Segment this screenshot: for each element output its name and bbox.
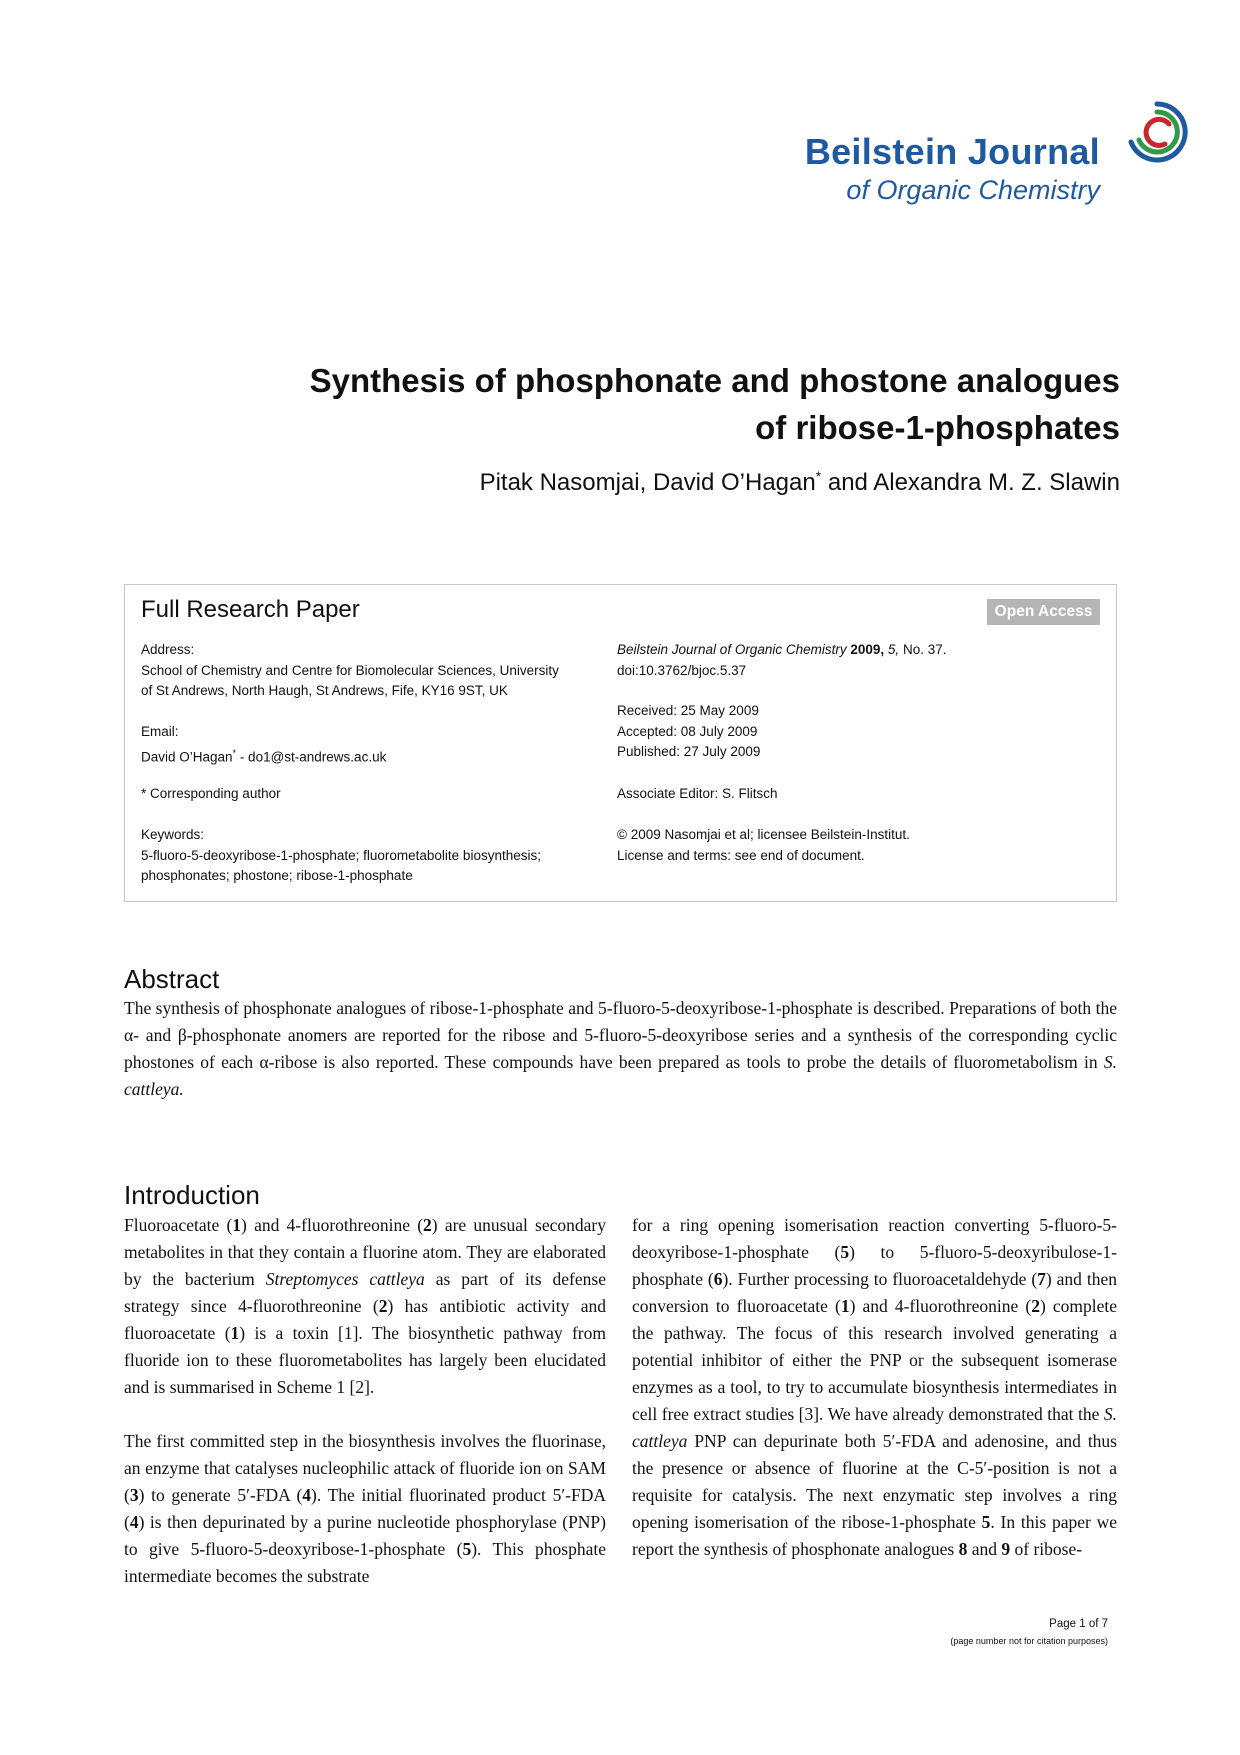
- open-access-badge: Open Access: [987, 599, 1100, 625]
- corresponding-note: * Corresponding author: [141, 786, 281, 801]
- intro-paragraph-1: Fluoroacetate (1) and 4-fluorothreonine (2) are unusual secondary metabolites in that they contain a fluorine atom. They are elaborated by the bacterium Streptomyces cattleya as part of its defense strategy since 4-fluorothreonine (2) has antibiotic activity and fluoroacetate (1) is a toxin [1]. The biosynthetic pathway from fluoride ion to these fluorometabolites has largely been elucidated and is summarised in Scheme 1 [2].: [124, 1215, 606, 1397]
- intro-column-left: [124, 1212, 606, 1590]
- received-date: Received: 25 May 2009: [617, 703, 759, 718]
- intro-paragraph-3: for a ring opening isomerisation reaction converting 5-fluoro-5-deoxyribose-1-phosphate (5) to 5-fluoro-5-deoxyribulose-1-phosphate (6). Further processing to fluoroacetaldehyde (7) and then conversion to fluoroacetate (1) and 4-fluorothreonine (2) complete the pathway. The focus of this research involved generating a potential inhibitor of either the PNP or the subsequent isomerase enzymes as a tool, to try to accumulate biosynthesis intermediates in cell free extract studies [3]. We have already demonstrated that the S. cattleya PNP can depurinate both 5′-FDA and adenosine, and thus the presence or absence of fluorine at the C-5′-position is not a requisite for catalysis. The next enzymatic step involves a ring opening isomerisation of the ribose-1-phosphate 5. In this paper we report the synthesis of phosphonate analogues 8 and 9 of ribose-: [632, 1215, 1118, 1559]
- citation-year: 2009,: [850, 642, 885, 657]
- email-label: Email:: [141, 724, 179, 739]
- license-line[interactable]: License and terms: see end of document.: [617, 847, 865, 863]
- address-line2: of St Andrews, North Haugh, St Andrews, Fife, KY16 9ST, UK: [141, 683, 508, 698]
- copyright-line: © 2009 Nasomjai et al; licensee Beilstein-Institut.: [617, 827, 910, 842]
- author-list: [300, 468, 1120, 497]
- license-block: [617, 825, 1107, 866]
- journal-logo-text: [700, 132, 1100, 206]
- article-type: Full Research Paper: [141, 596, 360, 623]
- keywords-line1: 5-fluoro-5-deoxyribose-1-phosphate; fluorometabolite biosynthesis;: [141, 847, 541, 863]
- authors-part2: and Alexandra M. Z. Slawin: [821, 469, 1120, 496]
- abstract-main: The synthesis of phosphonate analogues of ribose-1-phosphate and 5-fluoro-5-deoxyribose-1-phosphate is described. Preparations of both the α- and β-phosphonate anomers are reported for the ribose and 5-fluoro-5-deoxyribose series and a synthesis of the corresponding cyclic phostones of each α-ribose is also reported. These compounds have been prepared as tools to probe the details of fluorometabolism in: [124, 998, 1117, 1072]
- intro-paragraph-2: The first committed step in the biosynthesis involves the fluorinase, an enzyme that catalyses nucleophilic attack of fluoride ion on SAM (3) to generate 5′-FDA (4). The initial fluorinated product 5′-FDA (4) is then depurinated by a purine nucleotide phosphorylase (PNP) to give 5-fluoro-5-deoxyribose-1-phosphate (5). This phosphate intermediate becomes the substrate: [124, 1431, 606, 1586]
- keywords-block: [141, 825, 611, 887]
- address-label: Address:: [141, 642, 195, 657]
- citation-journal: Beilstein Journal of Organic Chemistry: [617, 642, 847, 657]
- page-number-note: (page number not for citation purposes): [950, 1636, 1108, 1646]
- associate-editor: Associate Editor: S. Flitsch: [617, 786, 778, 801]
- address-line1: School of Chemistry and Centre for Biomolecular Sciences, University: [141, 662, 559, 678]
- published-date: Published: 27 July 2009: [617, 744, 761, 759]
- keywords-line2: phosphonates; phostone; ribose-1-phosphate: [141, 868, 413, 883]
- address-block: [141, 640, 611, 702]
- email-name: David O’Hagan: [141, 749, 233, 764]
- authors-part1: Pitak Nasomjai, David O’Hagan: [479, 469, 816, 496]
- title-line1: Synthesis of phosphonate and phostone analogues: [309, 362, 1120, 399]
- journal-name-line1: Beilstein Journal: [804, 131, 1100, 172]
- swirl-logo-icon: [1125, 100, 1189, 164]
- journal-name-line2: of Organic Chemistry: [846, 175, 1100, 205]
- abstract-organism: S. cattleya.: [124, 1052, 1117, 1099]
- introduction-heading: Introduction: [124, 1180, 260, 1210]
- email-star: *: [232, 747, 237, 758]
- citation-block: [617, 640, 1107, 681]
- dates-block: [617, 701, 1107, 763]
- intro-column-right: [632, 1212, 1117, 1563]
- citation-number: No. 37.: [902, 642, 947, 657]
- email-address[interactable]: - do1@st-andrews.ac.uk: [236, 749, 387, 764]
- doi-link[interactable]: doi:10.3762/bjoc.5.37: [617, 662, 747, 678]
- abstract-heading: Abstract: [124, 964, 220, 994]
- citation-volume: 5,: [887, 642, 900, 657]
- keywords-label: Keywords:: [141, 827, 205, 842]
- email-block: [141, 722, 611, 768]
- abstract-text: [124, 995, 1117, 1103]
- accepted-date: Accepted: 08 July 2009: [617, 723, 758, 739]
- corresponding-author-mark: *: [815, 468, 822, 484]
- title-line2: of ribose-1-phosphates: [755, 409, 1120, 446]
- page-number: Page 1 of 7: [1049, 1618, 1108, 1630]
- paper-title: [260, 357, 1120, 451]
